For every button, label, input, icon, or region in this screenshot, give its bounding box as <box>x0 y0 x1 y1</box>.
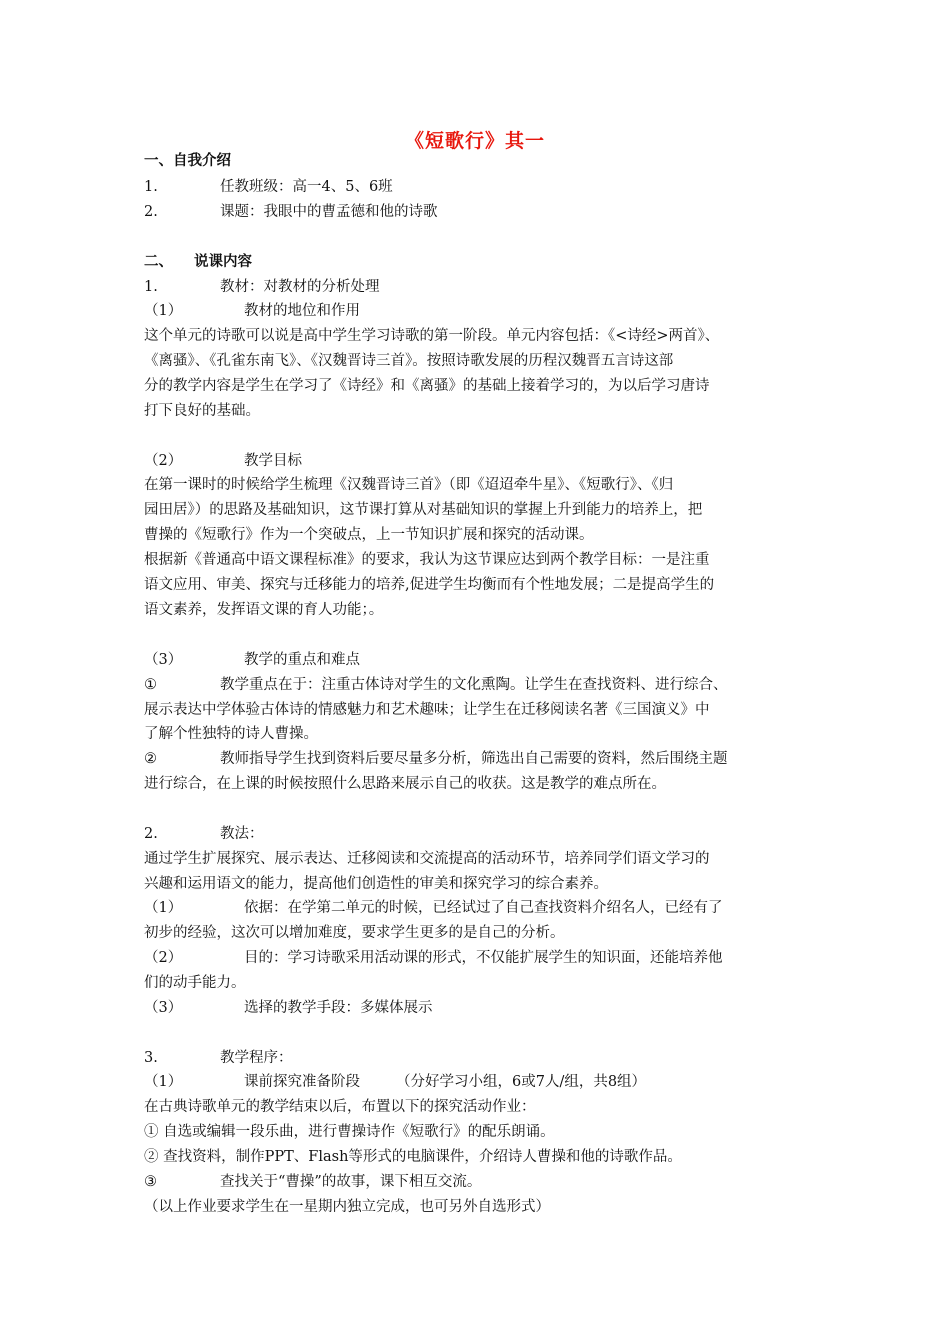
item-number: （1） <box>144 303 183 319</box>
paragraph-line: 了解个性独特的诗人曹操。 <box>144 726 318 742</box>
paragraph-line: 在第一课时的时候给学生梳理《汉魏晋诗三首》（即《迢迢牵牛星》、《短歌行》、《归 <box>144 477 674 493</box>
item-text: 教师指导学生找到资料后要尽量多分析，筛选出自己需要的资料，然后围绕主题 <box>220 751 728 767</box>
section-heading-1: 一、自我介绍 <box>144 153 231 169</box>
item-text: 目的：学习诗歌采用活动课的形式，不仅能扩展学生的知识面，还能培养他 <box>244 950 723 966</box>
item-text: 教材的地位和作用 <box>244 303 360 319</box>
paragraph-line: 语文素养，发挥语文课的育人功能；。 <box>144 602 384 618</box>
paragraph-line: 根据新《普通高中语文课程标准》的要求，我认为这节课应达到两个教学目标：一是注重 <box>144 552 710 568</box>
item-text: 课前探究准备阶段 <box>244 1074 360 1090</box>
paragraph-line: 在古典诗歌单元的教学结束以后，布置以下的探究活动作业： <box>144 1099 536 1115</box>
item-text: 课题：我眼中的曹孟德和他的诗歌 <box>220 204 438 220</box>
item-number: （1） <box>144 900 183 916</box>
item-number: ② <box>144 751 157 767</box>
item-number: 1. <box>144 279 158 295</box>
subheading <box>144 824 264 844</box>
list-item <box>144 675 728 695</box>
item-number: （2） <box>144 950 183 966</box>
item-text: 选择的教学手段：多媒体展示 <box>244 1000 433 1016</box>
paragraph-line: 分的教学内容是学生在学习了《诗经》和《离骚》的基础上接着学习的，为以后学习唐诗 <box>144 378 710 394</box>
subheading <box>144 650 360 670</box>
item-text: 教学重点在于：注重古体诗对学生的文化熏陶。让学生在查找资料、进行综合、 <box>220 677 728 693</box>
subheading <box>144 277 380 297</box>
paragraph-line: 展示表达中学体验古体诗的情感魅力和艺术趣味；让学生在迁移阅读名著《三国演义》中 <box>144 702 710 718</box>
subheading <box>144 301 360 321</box>
list-item <box>144 177 393 197</box>
item-number: （3） <box>144 1000 183 1016</box>
item-note: （分好学习小组，6或7人/组，共8组） <box>396 1074 647 1090</box>
item-number: 2. <box>144 204 158 220</box>
item-text: 教法： <box>220 826 264 842</box>
paragraph-line: 曹操的《短歌行》作为一个突破点，上一节知识扩展和探究的活动课。 <box>144 527 594 543</box>
list-item <box>144 898 723 918</box>
paragraph-line: 进行综合，在上课的时候按照什么思路来展示自己的收获。这是教学的难点所在。 <box>144 776 666 792</box>
item-number: （2） <box>144 453 183 469</box>
item-number: 1. <box>144 179 158 195</box>
paragraph-line: （以上作业要求学生在一星期内独立完成，也可另外自选形式） <box>144 1199 550 1215</box>
item-text: 依据：在学第二单元的时候，已经试过了自己查找资料介绍名人，已经有了 <box>244 900 723 916</box>
item-text: 教学程序： <box>220 1050 293 1066</box>
section-heading-2 <box>144 252 252 272</box>
list-item <box>144 749 728 769</box>
subheading <box>144 1048 293 1068</box>
list-item <box>144 1172 482 1192</box>
list-item <box>144 948 723 968</box>
subheading <box>144 1072 647 1092</box>
heading-number: 二、 <box>144 254 173 270</box>
paragraph-line: 园田居》）的思路及基础知识，这节课打算从对基础知识的掌握上升到能力的培养上，把 <box>144 502 703 518</box>
heading-text: 说课内容 <box>194 254 252 270</box>
item-number: ① <box>144 677 157 693</box>
list-item: ① 自选或编辑一段乐曲，进行曹操诗作《短歌行》的配乐朗诵。 <box>144 1124 555 1140</box>
paragraph-line: 语文应用、审美、探究与迁移能力的培养,促进学生均衡而有个性地发展；二是提高学生的 <box>144 577 715 593</box>
paragraph-line: 打下良好的基础。 <box>144 403 260 419</box>
paragraph-line: 兴趣和运用语文的能力，提高他们创造性的审美和探究学习的综合素养。 <box>144 876 608 892</box>
item-number: 2. <box>144 826 158 842</box>
item-text: 教学的重点和难点 <box>244 652 360 668</box>
subheading <box>144 451 302 471</box>
list-item <box>144 998 433 1018</box>
item-text: 教学目标 <box>244 453 302 469</box>
paragraph-line: 这个单元的诗歌可以说是高中学生学习诗歌的第一阶段。单元内容包括：《<诗经>两首》、 <box>144 328 720 344</box>
item-number: （1） <box>144 1074 183 1090</box>
item-number: （3） <box>144 652 183 668</box>
item-text: 教材：对教材的分析处理 <box>220 279 380 295</box>
list-item: ② 查找资料，制作PPT、Flash等形式的电脑课件，介绍诗人曹操和他的诗歌作品。 <box>144 1149 682 1165</box>
item-text: 查找关于“曹操”的故事，课下相互交流。 <box>220 1174 482 1190</box>
paragraph-line: 们的动手能力。 <box>144 975 246 991</box>
item-number: ③ <box>144 1174 157 1190</box>
item-text: 任教班级：高一4、5、6班 <box>220 179 393 195</box>
paragraph-line: 初步的经验，这次可以增加难度，要求学生更多的是自己的分析。 <box>144 925 565 941</box>
item-number: 3. <box>144 1050 158 1066</box>
document-title: 《短歌行》其一 <box>404 130 545 152</box>
paragraph-line: 《离骚》、《孔雀东南飞》、《汉魏晋诗三首》。按照诗歌发展的历程汉魏晋五言诗这部 <box>144 353 674 369</box>
paragraph-line: 通过学生扩展探究、展示表达、迁移阅读和交流提高的活动环节，培养同学们语文学习的 <box>144 851 710 867</box>
list-item <box>144 202 438 222</box>
